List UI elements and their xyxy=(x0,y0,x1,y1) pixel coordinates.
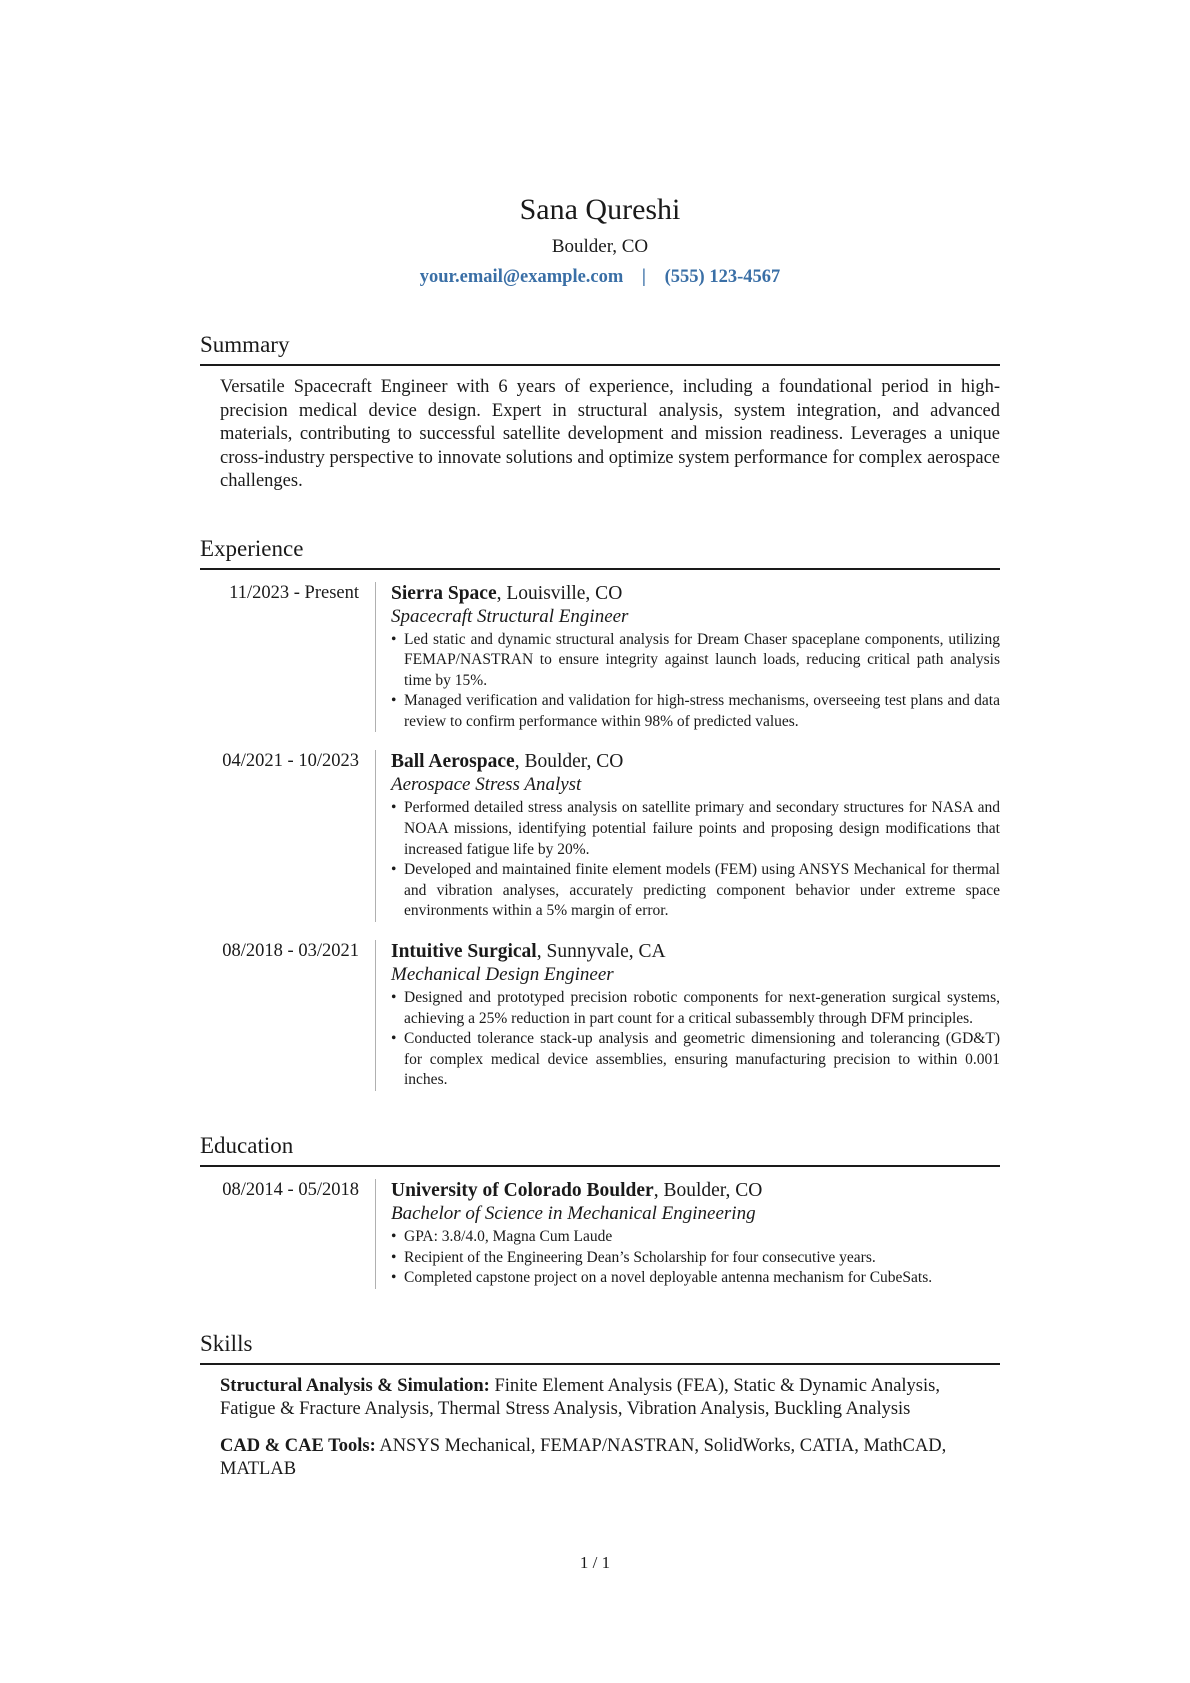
contact-separator: | xyxy=(641,267,646,287)
skill-row xyxy=(220,1375,1000,1422)
phone-link[interactable]: (555) 123-4567 xyxy=(664,267,781,287)
bullet-text: Designed and prototyped precision robotic components for next-generation surgical systems, achieving a 25% reduction in part count for a critical subassembly through DFM principles. xyxy=(404,989,1000,1027)
bullet-icon: • xyxy=(391,1269,397,1287)
bullet-item xyxy=(391,691,1000,732)
company-location: , Sunnyvale, CA xyxy=(536,941,666,963)
bullet-item xyxy=(391,1029,1000,1091)
skills-list xyxy=(220,1375,1000,1482)
bullet-text: Conducted tolerance stack-up analysis and geometric dimensioning and tolerancing (GD&T) for complex medical device assemblies, ensuring manufacturing precision to within 0.001 inches. xyxy=(404,1030,1000,1089)
bullet-item xyxy=(391,630,1000,692)
job-title: Aerospace Stress Analyst xyxy=(391,774,582,796)
section-title-skills: Skills xyxy=(200,1329,1000,1365)
section-title-experience: Experience xyxy=(200,534,1000,570)
summary-section xyxy=(200,330,1000,494)
skill-values: ANSYS Mechanical, FEMAP/NASTRAN, SolidWorks, CATIA, MathCAD, MATLAB xyxy=(220,1435,947,1480)
degree-title: Bachelor of Science in Mechanical Engineering xyxy=(391,1203,756,1224)
section-title-summary: Summary xyxy=(200,330,1000,366)
job-title: Mechanical Design Engineer xyxy=(391,964,614,986)
bullet-icon: • xyxy=(391,1248,397,1266)
entry-heading xyxy=(391,582,1000,605)
bullet-icon: • xyxy=(391,861,397,879)
candidate-location: Boulder, CO xyxy=(551,236,649,257)
school-location: , Boulder, CO xyxy=(653,1180,763,1201)
bullet-text: GPA: 3.8/4.0, Magna Cum Laude xyxy=(404,1228,613,1245)
entry-body xyxy=(375,582,1000,733)
entry-date: 11/2023 - Present xyxy=(229,582,359,603)
bullet-list xyxy=(391,630,1000,733)
resume-header xyxy=(200,190,1000,290)
section-title-education: Education xyxy=(200,1131,1000,1167)
education-section xyxy=(200,1131,1000,1289)
bullet-text: Performed detailed stress analysis on satellite primary and secondary structures for NASA and NOAA missions, identifying potential failure points and proposing design modifications that increased fatigue life by 20%. xyxy=(404,799,1000,858)
experience-entry xyxy=(200,582,1000,733)
experience-entry xyxy=(200,750,1000,922)
education-entry xyxy=(200,1179,1000,1289)
bullet-icon: • xyxy=(391,1228,397,1245)
bullet-item xyxy=(391,1268,1000,1289)
bullet-icon: • xyxy=(391,799,397,817)
bullet-icon: • xyxy=(391,1030,397,1048)
entry-heading xyxy=(391,750,1000,773)
bullet-list xyxy=(391,988,1000,1091)
entry-heading xyxy=(391,940,1000,963)
bullet-item xyxy=(391,798,1000,860)
company-location: , Boulder, CO xyxy=(514,751,624,773)
contact-line xyxy=(200,264,1000,290)
entry-date: 08/2018 - 03/2021 xyxy=(222,941,359,962)
bullet-icon: • xyxy=(391,630,397,648)
skill-category: CAD & CAE Tools: xyxy=(220,1435,376,1456)
entry-body xyxy=(375,940,1000,1091)
company-name: Sierra Space xyxy=(391,582,497,604)
entry-body xyxy=(375,1179,1000,1289)
resume-page xyxy=(200,190,1000,1495)
entry-date: 04/2021 - 10/2023 xyxy=(222,751,359,772)
bullet-item xyxy=(391,860,1000,922)
bullet-icon: • xyxy=(391,989,397,1007)
summary-text: Versatile Spacecraft Engineer with 6 years of experience, including a foundational period in high-precision medical device design. Expert in structural analysis, system integration, and advanced materials, contributing to successful satellite development and mission readiness. Leverages a unique cross-industry perspective to innovate solutions and optimize system performance for complex aerospace challenges. xyxy=(220,377,1000,491)
bullet-list xyxy=(391,1227,1000,1289)
company-name: Intuitive Surgical xyxy=(391,941,537,963)
skill-row xyxy=(220,1435,1000,1482)
bullet-item xyxy=(391,1227,1000,1248)
company-name: Ball Aerospace xyxy=(391,751,515,773)
page-number: 1 / 1 xyxy=(579,1553,611,1572)
skill-category: Structural Analysis & Simulation: xyxy=(220,1375,490,1396)
skill-values: Finite Element Analysis (FEA), Static & Dynamic Analysis, Fatigue & Fracture Analysis, Thermal Stress Analysis, Vibration Analysis, Buckling Analysis xyxy=(220,1375,940,1420)
school-name: University of Colorado Boulder xyxy=(391,1180,654,1201)
bullet-text: Developed and maintained finite element models (FEM) using ANSYS Mechanical for thermal and vibration analyses, accurately predicting component behavior under extreme space environments within a 5% margin of error. xyxy=(404,861,1000,920)
bullet-icon: • xyxy=(391,692,397,710)
bullet-text: Led static and dynamic structural analysis for Dream Chaser spaceplane components, utilizing FEMAP/NASTRAN to ensure integrity against launch loads, reducing critical path analysis time by 15%. xyxy=(404,630,1000,689)
entry-heading xyxy=(391,1179,1000,1202)
bullet-item xyxy=(391,1248,1000,1269)
experience-entry xyxy=(200,940,1000,1091)
entry-body xyxy=(375,750,1000,922)
candidate-name: Sana Qureshi xyxy=(519,193,681,226)
bullet-text: Managed verification and validation for high-stress mechanisms, overseeing test plans and data review to confirm performance within 98% of predicted values. xyxy=(404,692,1000,730)
bullet-item xyxy=(391,988,1000,1029)
entry-date: 08/2014 - 05/2018 xyxy=(222,1180,359,1200)
skills-section xyxy=(200,1329,1000,1482)
bullet-text: Completed capstone project on a novel deployable antenna mechanism for CubeSats. xyxy=(404,1269,933,1287)
bullet-list xyxy=(391,798,1000,922)
experience-section xyxy=(200,534,1000,1092)
job-title: Spacecraft Structural Engineer xyxy=(391,605,629,627)
bullet-text: Recipient of the Engineering Dean’s Scholarship for four consecutive years. xyxy=(404,1248,876,1266)
company-location: , Louisville, CO xyxy=(496,582,623,604)
email-link[interactable]: your.email@example.com xyxy=(419,267,624,287)
